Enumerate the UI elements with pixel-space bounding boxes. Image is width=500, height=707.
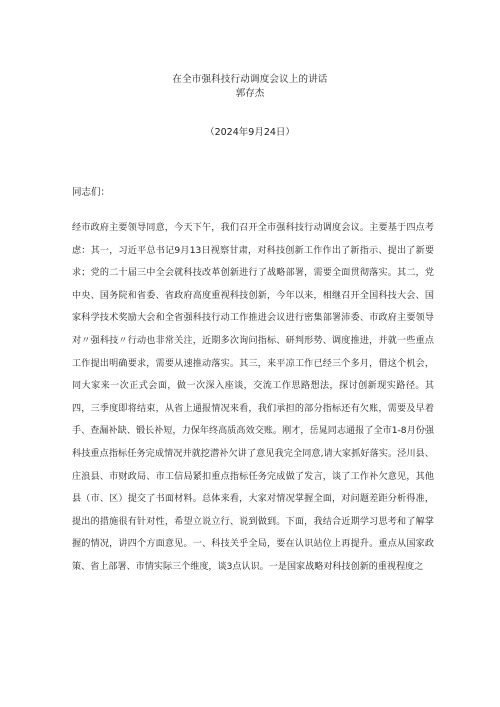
document-title: 在全市强科技行动调度会议上的讲话	[172, 74, 328, 85]
salutation: 同志们：	[72, 187, 111, 198]
document-date: （2024年9月24日）	[205, 127, 295, 138]
speech-body-paragraph: 经市政府主要领导同意，今天下午，我们召开全市强科技行动调度会议。主要基于四点考虑：其一，习近平总书记9月13日视察甘肃，对科技创新工作作出了新指示、提出了新要求；党的二十届三中全会就科技改革创新进行了战略部署，需要全面贯彻落实。其二，党中央、国务院和省委、省政府高度重视科技创新，今年以来，相继召开全国科技大会、国家科学技术奖励大会和全省强科技行动工作推进会议进行密集部署沛委、市政府主要领导对〃强科技〃行动也非常关注，近期多次询问指标、研判形势、调度推进，并就一些重点工作提出明确要求，需要从速推动落实。其三，来平凉工作已经三个多月，借这个机会，同大家来一次正式会面，做一次深入座谈，交流工作思路想法，探讨创新现实路径。其四，三季度即将结束，从省上通报情况来看，我们承担的部分指标还有欠账，需要及早着手、查漏补缺、锻长补短，力保年终高质高效交账。刚才，岳晁同志通报了全市1-8月份强科技重点指标任务完成情况并就挖潜补欠讲了意见我完全同意,请大家抓好落实。泾川县、庄浪县、市财政局、市工信局紧扣重点指标任务完成做了发言，谈了工作补欠意见，其他县（市、区）提交了书面材料。总体来看，大家对情况掌握全面，对问题差距分析得准，提出的措施很有针对性，希望立说立行、说到做到。下面，我结合近期学习思考和了解掌握的情况，讲四个方面意见。一、科技关乎全局，要在认识站位上再提升。重点从国家政策、省上部署、市情实际三个维度，谈3点认识。一是国家战略对科技创新的重视程度之	[72, 223, 434, 572]
document-author: 郭存杰	[235, 88, 265, 99]
